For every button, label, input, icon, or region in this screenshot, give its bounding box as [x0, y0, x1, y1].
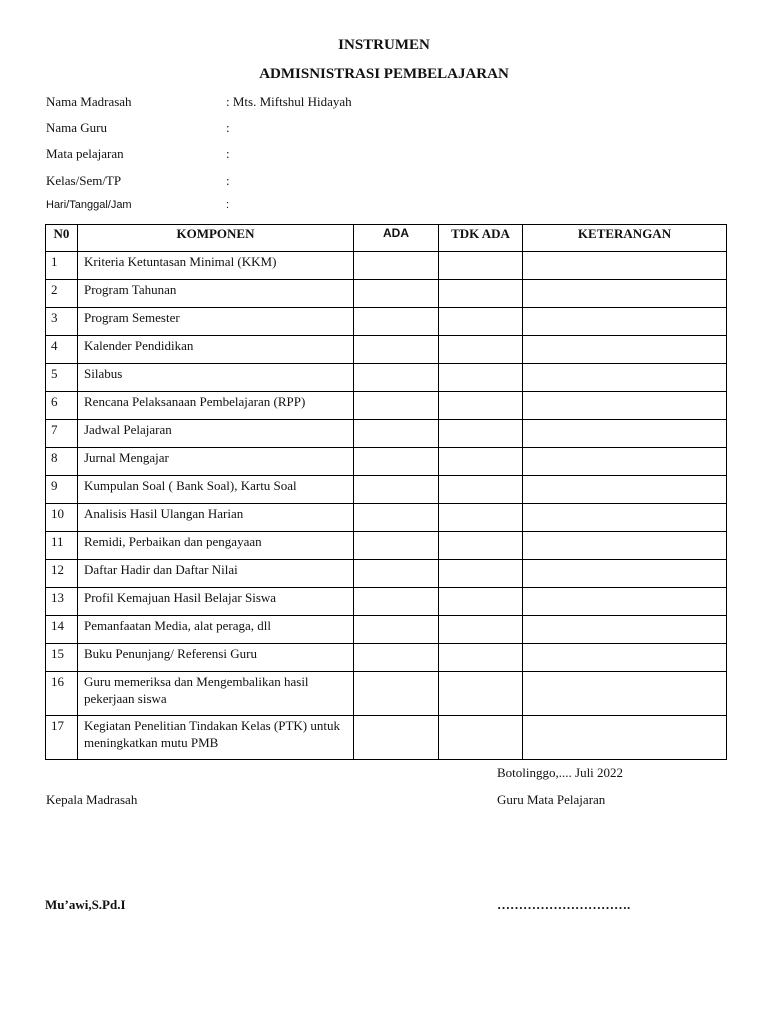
header-keterangan: KETERANGAN — [523, 225, 727, 252]
table-row — [46, 716, 727, 760]
cell-ada — [354, 364, 439, 392]
table-row — [46, 308, 727, 336]
cell-tdk-ada — [439, 644, 523, 672]
cell-ada — [354, 336, 439, 364]
cell-ada — [354, 716, 439, 760]
cell-ada — [354, 392, 439, 420]
cell-keterangan — [523, 716, 727, 760]
cell-keterangan — [523, 364, 727, 392]
document-subtitle: ADMISNISTRASI PEMBELAJARAN — [259, 66, 509, 82]
row-no: 11 — [46, 532, 78, 560]
info-label: Mata pelajaran — [46, 146, 124, 161]
header-ada: ADA — [354, 225, 439, 252]
row-komponen: Program Tahunan — [78, 280, 354, 308]
row-komponen: Guru memeriksa dan Mengembalikan hasil pekerjaan siswa — [78, 672, 354, 716]
row-komponen: Jurnal Mengajar — [78, 448, 354, 476]
header-komponen: KOMPONEN — [78, 225, 354, 252]
info-value: : Mts. Miftshul Hidayah — [226, 94, 352, 109]
table-row — [46, 280, 727, 308]
row-no: 16 — [46, 672, 78, 716]
cell-keterangan — [523, 336, 727, 364]
info-label: Nama Madrasah — [46, 94, 132, 109]
cell-keterangan — [523, 308, 727, 336]
row-komponen: Remidi, Perbaikan dan pengayaan — [78, 532, 354, 560]
cell-tdk-ada — [439, 280, 523, 308]
row-no: 15 — [46, 644, 78, 672]
row-komponen: Program Semester — [78, 308, 354, 336]
table-row — [46, 420, 727, 448]
row-no: 9 — [46, 476, 78, 504]
row-no: 3 — [46, 308, 78, 336]
info-label: Hari/Tanggal/Jam — [46, 199, 132, 211]
cell-ada — [354, 252, 439, 280]
table-row — [46, 672, 727, 716]
cell-ada — [354, 644, 439, 672]
cell-tdk-ada — [439, 504, 523, 532]
row-no: 8 — [46, 448, 78, 476]
cell-ada — [354, 476, 439, 504]
cell-tdk-ada — [439, 392, 523, 420]
table-row — [46, 504, 727, 532]
table-row — [46, 588, 727, 616]
table-header-row — [46, 225, 727, 252]
cell-keterangan — [523, 588, 727, 616]
cell-tdk-ada — [439, 716, 523, 760]
cell-keterangan — [523, 280, 727, 308]
left-signatory-name: Mu’awi,S.Pd.I — [45, 897, 126, 912]
row-komponen: Kalender Pendidikan — [78, 336, 354, 364]
cell-ada — [354, 308, 439, 336]
row-no: 4 — [46, 336, 78, 364]
cell-keterangan — [523, 392, 727, 420]
right-signatory-name: …………………………. — [497, 897, 631, 912]
table-row — [46, 560, 727, 588]
row-no: 17 — [46, 716, 78, 760]
table-row — [46, 476, 727, 504]
cell-ada — [354, 672, 439, 716]
row-no: 1 — [46, 252, 78, 280]
cell-keterangan — [523, 252, 727, 280]
row-no: 10 — [46, 504, 78, 532]
header-tdk-ada: TDK ADA — [439, 225, 523, 252]
table-row — [46, 616, 727, 644]
cell-tdk-ada — [439, 532, 523, 560]
cell-keterangan — [523, 448, 727, 476]
cell-tdk-ada — [439, 476, 523, 504]
left-signatory-role: Kepala Madrasah — [46, 792, 138, 807]
cell-tdk-ada — [439, 448, 523, 476]
cell-tdk-ada — [439, 420, 523, 448]
table-row — [46, 252, 727, 280]
cell-ada — [354, 532, 439, 560]
row-komponen: Rencana Pelaksanaan Pembelajaran (RPP) — [78, 392, 354, 420]
cell-tdk-ada — [439, 560, 523, 588]
right-signatory-role: Guru Mata Pelajaran — [497, 792, 606, 807]
info-value: : — [226, 199, 230, 211]
row-komponen: Pemanfaatan Media, alat peraga, dll — [78, 616, 354, 644]
row-no: 12 — [46, 560, 78, 588]
cell-ada — [354, 588, 439, 616]
info-value: : — [226, 120, 230, 135]
row-komponen: Silabus — [78, 364, 354, 392]
row-no: 14 — [46, 616, 78, 644]
cell-tdk-ada — [439, 588, 523, 616]
cell-tdk-ada — [439, 308, 523, 336]
info-label: Kelas/Sem/TP — [46, 173, 122, 188]
info-value: : — [226, 173, 230, 188]
cell-ada — [354, 280, 439, 308]
row-no: 2 — [46, 280, 78, 308]
cell-keterangan — [523, 616, 727, 644]
table-row — [46, 532, 727, 560]
cell-keterangan — [523, 476, 727, 504]
row-no: 6 — [46, 392, 78, 420]
cell-ada — [354, 504, 439, 532]
row-komponen: Profil Kemajuan Hasil Belajar Siswa — [78, 588, 354, 616]
cell-ada — [354, 616, 439, 644]
row-no: 7 — [46, 420, 78, 448]
cell-tdk-ada — [439, 252, 523, 280]
row-komponen: Jadwal Pelajaran — [78, 420, 354, 448]
cell-keterangan — [523, 560, 727, 588]
table-row — [46, 392, 727, 420]
row-komponen: Daftar Hadir dan Daftar Nilai — [78, 560, 354, 588]
table-row — [46, 336, 727, 364]
cell-keterangan — [523, 644, 727, 672]
cell-keterangan — [523, 532, 727, 560]
cell-tdk-ada — [439, 672, 523, 716]
cell-keterangan — [523, 420, 727, 448]
table-row — [46, 364, 727, 392]
row-komponen: Kegiatan Penelitian Tindakan Kelas (PTK) untuk meningkatkan mutu PMB — [78, 716, 354, 760]
header-no: N0 — [46, 225, 78, 252]
row-komponen: Kriteria Ketuntasan Minimal (KKM) — [78, 252, 354, 280]
cell-ada — [354, 560, 439, 588]
cell-keterangan — [523, 504, 727, 532]
row-komponen: Kumpulan Soal ( Bank Soal), Kartu Soal — [78, 476, 354, 504]
cell-tdk-ada — [439, 364, 523, 392]
row-komponen: Buku Penunjang/ Referensi Guru — [78, 644, 354, 672]
cell-tdk-ada — [439, 336, 523, 364]
row-no: 5 — [46, 364, 78, 392]
info-value: : — [226, 146, 230, 161]
info-label: Nama Guru — [46, 120, 108, 135]
table-row — [46, 448, 727, 476]
row-no: 13 — [46, 588, 78, 616]
row-komponen: Analisis Hasil Ulangan Harian — [78, 504, 354, 532]
place-date: Botolinggo,.... Juli 2022 — [497, 765, 624, 780]
checklist-table — [45, 224, 727, 760]
cell-keterangan — [523, 672, 727, 716]
cell-tdk-ada — [439, 616, 523, 644]
document-title: INSTRUMEN — [338, 37, 430, 53]
cell-ada — [354, 448, 439, 476]
table-row — [46, 644, 727, 672]
cell-ada — [354, 420, 439, 448]
